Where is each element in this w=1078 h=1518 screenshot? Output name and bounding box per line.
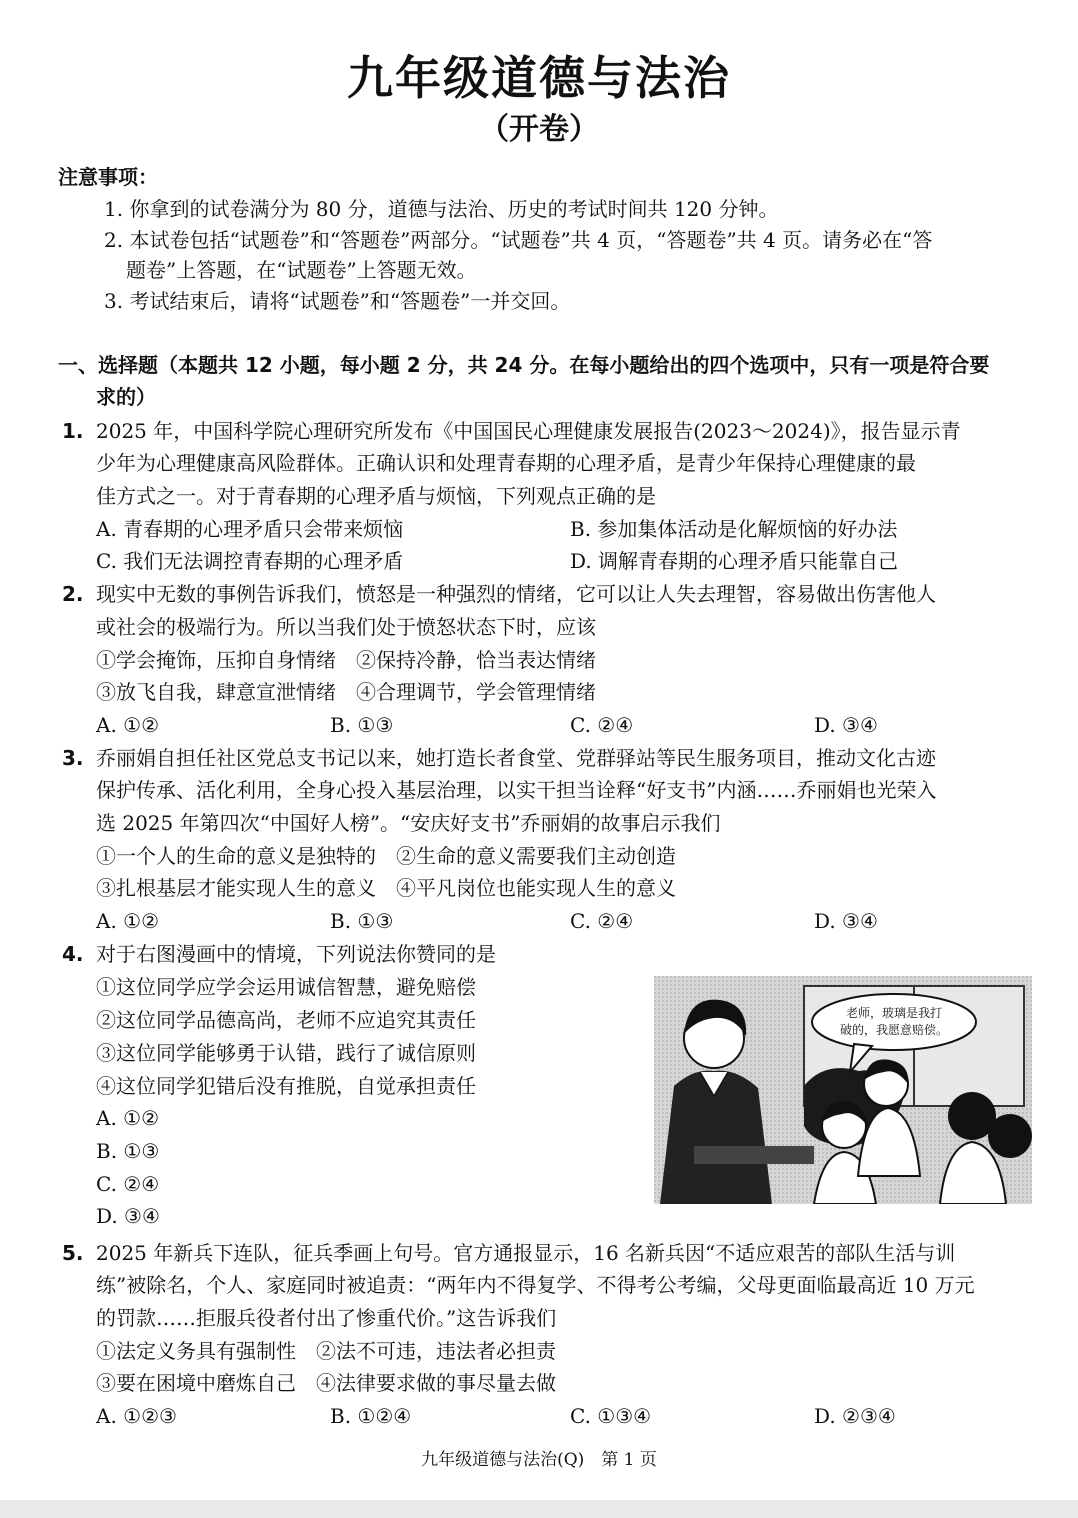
section-heading: 求的）	[96, 385, 156, 409]
question-number: 5.	[62, 1241, 84, 1265]
statement: ①学会掩饰，压抑自身情绪 ②保持冷静，恰当表达情绪	[96, 648, 596, 672]
section-heading: 一、选择题（本题共 12 小题，每小题 2 分，共 24 分。在每小题给出的四个选项中，只有一项是符合要	[58, 353, 990, 377]
page-title: 九年级道德与法治	[347, 51, 731, 105]
notice-item: 3. 考试结束后，请将“试题卷”和“答题卷”一并交回。	[104, 289, 571, 313]
statement: ①这位同学应学会运用诚信智慧，避免赔偿	[96, 975, 476, 999]
speech-line: 破的，我愿意赔偿。	[839, 1023, 949, 1037]
cartoon-image	[654, 976, 1032, 1204]
question-number: 3.	[62, 746, 84, 770]
option-c: C. ②④	[96, 1172, 160, 1196]
option-d: D. ③④	[96, 1204, 160, 1228]
option-d: D. 调解青春期的心理矛盾只能靠自己	[570, 549, 899, 573]
option-a: A. ①②	[96, 713, 160, 737]
statement: ③这位同学能够勇于认错，践行了诚信原则	[96, 1041, 476, 1065]
statement: ③放飞自我，肆意宣泄情绪 ④合理调节，学会管理情绪	[96, 680, 596, 704]
question-text: 乔丽娟自担任社区党总支书记以来，她打造长者食堂、党群驿站等民生服务项目，推动文化古迹	[96, 746, 936, 770]
notice-item: 题卷”上答题，在“试题卷”上答题无效。	[126, 258, 477, 282]
option-c: C. 我们无法调控青春期的心理矛盾	[96, 549, 404, 573]
option-a: A. 青春期的心理矛盾只会带来烦恼	[96, 517, 404, 541]
option-a: A. ①②③	[96, 1404, 177, 1428]
question-text: 少年为心理健康高风险群体。正确认识和处理青春期的心理矛盾，是青少年保持心理健康的最	[96, 451, 916, 475]
option-d: D. ②③④	[814, 1404, 896, 1428]
question-text: 的罚款……拒服兵役者付出了惨重代价。”这告诉我们	[96, 1306, 557, 1330]
notice-heading: 注意事项：	[58, 165, 158, 189]
page-footer: 九年级道德与法治(Q) 第 1 页	[421, 1450, 657, 1470]
notice-item: 1. 你拿到的试卷满分为 80 分，道德与法治、历史的考试时间共 120 分钟。	[104, 197, 779, 221]
option-b: B. ①③	[330, 713, 394, 737]
statement: ②这位同学品德高尚，老师不应追究其责任	[96, 1008, 476, 1032]
option-c: C. ②④	[570, 713, 634, 737]
statement: ①一个人的生命的意义是独特的 ②生命的意义需要我们主动创造	[96, 844, 676, 868]
option-c: C. ①③④	[570, 1404, 652, 1428]
question-text: 2025 年，中国科学院心理研究所发布《中国国民心理健康发展报告(2023～2024)》，报告显示青	[96, 419, 961, 443]
option-a: A. ①②	[96, 909, 160, 933]
option-c: C. ②④	[570, 909, 634, 933]
statement: ④这位同学犯错后没有推脱，自觉承担责任	[96, 1074, 476, 1098]
question-number: 4.	[62, 942, 84, 966]
statement: ①法定义务具有强制性 ②法不可违，违法者必担责	[96, 1339, 556, 1363]
question-text: 或社会的极端行为。所以当我们处于愤怒状态下时，应该	[96, 615, 596, 639]
question-text: 选 2025 年第四次“中国好人榜”。“安庆好支书”乔丽娟的故事启示我们	[96, 811, 721, 835]
page-bottom-edge	[0, 1500, 1078, 1518]
question-number: 2.	[62, 582, 84, 606]
notice-item: 2. 本试卷包括“试题卷”和“答题卷”两部分。“试题卷”共 4 页，“答题卷”共 4 页。请务必在“答	[104, 228, 933, 252]
question-text: 现实中无数的事例告诉我们，愤怒是一种强烈的情绪，它可以让人失去理智，容易做出伤害他人	[96, 582, 936, 606]
option-b: B. ①③	[330, 909, 394, 933]
option-b: B. ①②④	[330, 1404, 412, 1428]
question-text: 保护传承、活化利用，全身心投入基层治理，以实干担当诠释“好支书”内涵……乔丽娟也光荣入	[96, 778, 937, 802]
question-number: 1.	[62, 419, 84, 443]
option-b: B. ①③	[96, 1139, 160, 1163]
question-text: 佳方式之一。对于青春期的心理矛盾与烦恼，下列观点正确的是	[96, 484, 656, 508]
question-text: 2025 年新兵下连队，征兵季画上句号。官方通报显示，16 名新兵因“不适应艰苦的部队生活与训	[96, 1241, 956, 1265]
question-text: 练”被除名，个人、家庭同时被追责：“两年内不得复学、不得考公考编，父母更面临最高近 10 万元	[96, 1273, 975, 1297]
option-b: B. 参加集体活动是化解烦恼的好办法	[570, 517, 898, 541]
page-subtitle: （开卷）	[479, 112, 599, 147]
option-a: A. ①②	[96, 1106, 160, 1130]
option-d: D. ③④	[814, 909, 878, 933]
speech-line: 老师，玻璃是我打	[845, 1006, 943, 1020]
statement: ③扎根基层才能实现人生的意义 ④平凡岗位也能实现人生的意义	[96, 876, 676, 900]
question-text: 对于右图漫画中的情境，下列说法你赞同的是	[96, 942, 496, 966]
statement: ③要在困境中磨炼自己 ④法律要求做的事尽量去做	[96, 1371, 556, 1395]
option-d: D. ③④	[814, 713, 878, 737]
